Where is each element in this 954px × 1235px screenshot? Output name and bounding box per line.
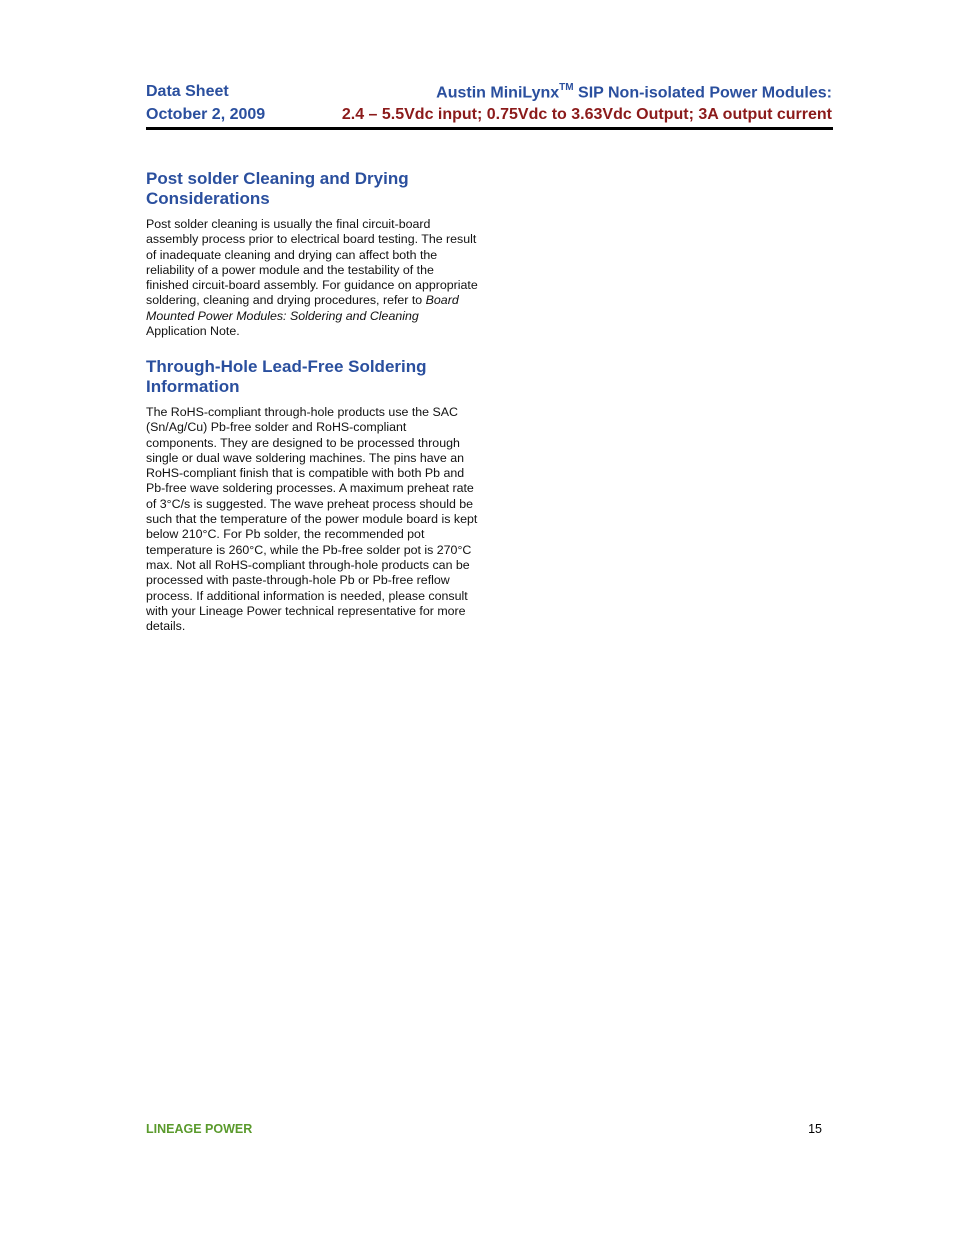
section-heading: Post solder Cleaning and Drying Considerations xyxy=(146,169,409,208)
title-rest: SIP Non-isolated Power Modules: xyxy=(573,84,832,102)
section-body xyxy=(146,217,478,339)
page-number: 15 xyxy=(808,1122,822,1136)
section-cleaning-drying xyxy=(146,169,478,339)
section-body: The RoHS-compliant through-hole products use the SAC (Sn/Ag/Cu) Pb-free solder and RoHS-compliant components. They are designed to be processed through single or dual wave soldering machines. The pins have an RoHS-compliant finish that is compatible with both Pb and Pb-free wave soldering processes. A maximum preheat rate of 3°C/s is suggested. The wave preheat process should be such that the temperature of the power module board is kept below 210°C. For Pb solder, the recommended pot temperature is 260°C, while the Pb-free solder pot is 270°C max. Not all RoHS-compliant through-hole products can be processed with paste-through-hole Pb or Pb-free reflow process. If additional information is needed, please consult with your Lineage Power technical representative for more details. xyxy=(146,405,478,634)
document-title xyxy=(436,83,832,102)
app-note-title: Board Mounted Power Modules: Soldering and Cleaning xyxy=(146,293,459,323)
body-text-end: Application Note. xyxy=(146,324,240,339)
section-heading: Through-Hole Lead-Free Soldering Information xyxy=(146,357,427,396)
brand-word-2: POWER xyxy=(205,1122,253,1136)
trademark-mark: TM xyxy=(559,82,574,93)
title-main: Austin MiniLynx xyxy=(436,84,560,102)
body-text: Post solder cleaning is usually the final circuit-board assembly process prior to electrical board testing. The result of inadequate cleaning and drying can affect both the reliability of a power module and the testability of the finished circuit-board assembly. For guidance on appropriate soldering, cleaning and drying procedures, refer to xyxy=(146,217,478,308)
doc-type-label: Data Sheet xyxy=(146,83,229,100)
brand-word-1: LINEAGE xyxy=(146,1122,202,1136)
document-subtitle: 2.4 – 5.5Vdc input; 0.75Vdc to 3.63Vdc Output; 3A output current xyxy=(341,106,832,123)
section-lead-free-soldering xyxy=(146,357,478,634)
doc-date: October 2, 2009 xyxy=(146,106,266,123)
footer-brand xyxy=(146,1122,252,1136)
header-rule xyxy=(146,127,833,130)
